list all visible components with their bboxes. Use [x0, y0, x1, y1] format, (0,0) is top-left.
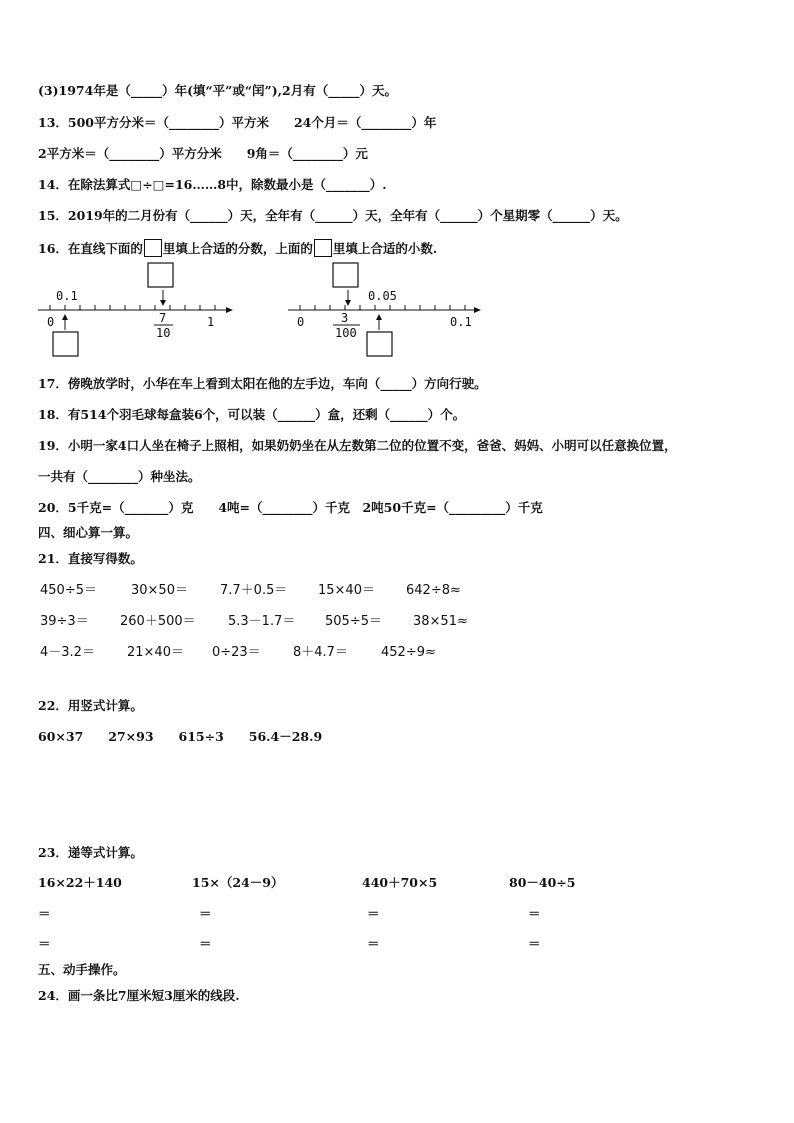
left-end-label: 1 — [207, 315, 215, 329]
question-20-text: 20．5千克=（_______）克 4吨=（________）千克 2吨50千克=（_________）千克 — [38, 500, 543, 515]
question-14-text: 14．在除法算式□÷□=16……8中，除数最小是（_______）. — [38, 177, 387, 192]
section-4-heading: 四、细心算一算。 — [38, 525, 139, 540]
number-line-right — [288, 263, 481, 356]
equals-sign: ＝ — [199, 936, 212, 951]
question-16-part-c: 里填上合适的小数. — [332, 241, 438, 256]
math-item: 642÷8≈ — [406, 583, 461, 598]
section-5-heading: 五、动手操作。 — [38, 962, 126, 977]
equals-sign: ＝ — [38, 936, 51, 951]
right-fraction-numerator: 3 — [341, 311, 349, 325]
left-fraction-denominator: 10 — [156, 326, 171, 340]
right-fraction-denominator: 100 — [335, 326, 357, 340]
question-24-text: 24．画一条比7厘米短3厘米的线段. — [38, 988, 240, 1003]
math-item: 39÷3＝ — [40, 614, 89, 629]
answer-box-icon — [314, 239, 332, 257]
step-expression: 80－40÷5 — [509, 875, 576, 890]
math-item: 8＋4.7＝ — [293, 645, 348, 660]
step-expression: 15×（24－9） — [192, 875, 284, 890]
step-expression: 16×22＋140 — [38, 875, 122, 890]
up-arrow-icon — [376, 314, 382, 320]
answer-box-icon — [144, 239, 162, 257]
down-arrow-icon — [345, 300, 351, 306]
left-upper-answer-box — [148, 263, 173, 287]
question-13-line-2: 2平方米＝（________）平方分米 9角＝（________）元 — [38, 146, 368, 161]
question-16-part-a: 16．在直线下面的 — [38, 241, 143, 256]
right-top-label: 0.05 — [368, 289, 397, 303]
equals-sign: ＝ — [199, 906, 212, 921]
right-end-label: 0.1 — [450, 315, 472, 329]
right-start-label: 0 — [297, 315, 305, 329]
question-19-line-1: 19．小明一家4口人坐在椅子上照相，如果奶奶坐在从左数第二位的位置不变，爸爸、妈妈、小明可以任意换位置， — [38, 438, 677, 453]
question-21-text: 21．直接写得数。 — [38, 551, 143, 566]
step-expression: 440＋70×5 — [362, 875, 438, 890]
math-item: 450÷5＝ — [40, 583, 97, 598]
math-item: 7.7＋0.5＝ — [220, 583, 288, 598]
left-top-label: 0.1 — [56, 289, 78, 303]
question-22-expressions: 60×37 27×93 615÷3 56.4－28.9 — [38, 729, 323, 744]
number-line-figure — [30, 258, 490, 360]
math-item: 4－3.2＝ — [40, 645, 95, 660]
math-item: 38×51≈ — [413, 614, 468, 629]
right-lower-answer-box — [367, 332, 392, 356]
equals-sign: ＝ — [528, 936, 541, 951]
equals-sign: ＝ — [367, 906, 380, 921]
math-item: 0÷23＝ — [212, 645, 261, 660]
right-upper-answer-box — [333, 263, 358, 287]
question-22-text: 22．用竖式计算。 — [38, 698, 143, 713]
math-item: 30×50＝ — [131, 583, 188, 598]
math-item: 21×40＝ — [127, 645, 184, 660]
question-23-text: 23．递等式计算。 — [38, 845, 143, 860]
left-start-label: 0 — [47, 315, 55, 329]
left-fraction-numerator: 7 — [159, 311, 167, 325]
math-item: 452÷9≈ — [381, 645, 436, 660]
left-lower-answer-box — [53, 332, 78, 356]
equals-sign: ＝ — [528, 906, 541, 921]
math-item: 505÷5＝ — [325, 614, 382, 629]
question-15-text: 15．2019年的二月份有（______）天，全年有（______）天，全年有（______）个星期零（______）天。 — [38, 208, 628, 223]
question-18-text: 18．有514个羽毛球每盒装6个，可以装（______）盒，还剩（______）个。 — [38, 407, 466, 422]
math-item: 15×40＝ — [318, 583, 375, 598]
number-line-left — [38, 263, 233, 356]
question-16-text — [38, 239, 437, 257]
question-17-text: 17．傍晚放学时，小华在车上看到太阳在他的左手边，车向（_____）方向行驶。 — [38, 376, 487, 391]
question-16-part-b: 里填上合适的分数，上面的 — [162, 241, 313, 256]
question-13-line-1: 13．500平方分米＝（________）平方米 24个月＝（________）年 — [38, 115, 437, 130]
equals-sign: ＝ — [367, 936, 380, 951]
up-arrow-icon — [62, 314, 68, 320]
question-3-text: (3)1974年是（_____）年(填“平”或“闰”),2月有（_____）天。 — [38, 83, 397, 98]
math-item: 260＋500＝ — [120, 614, 196, 629]
equals-sign: ＝ — [38, 906, 51, 921]
math-item: 5.3－1.7＝ — [228, 614, 296, 629]
question-19-line-2: 一共有（________）种坐法。 — [38, 469, 201, 484]
down-arrow-icon — [160, 300, 166, 306]
